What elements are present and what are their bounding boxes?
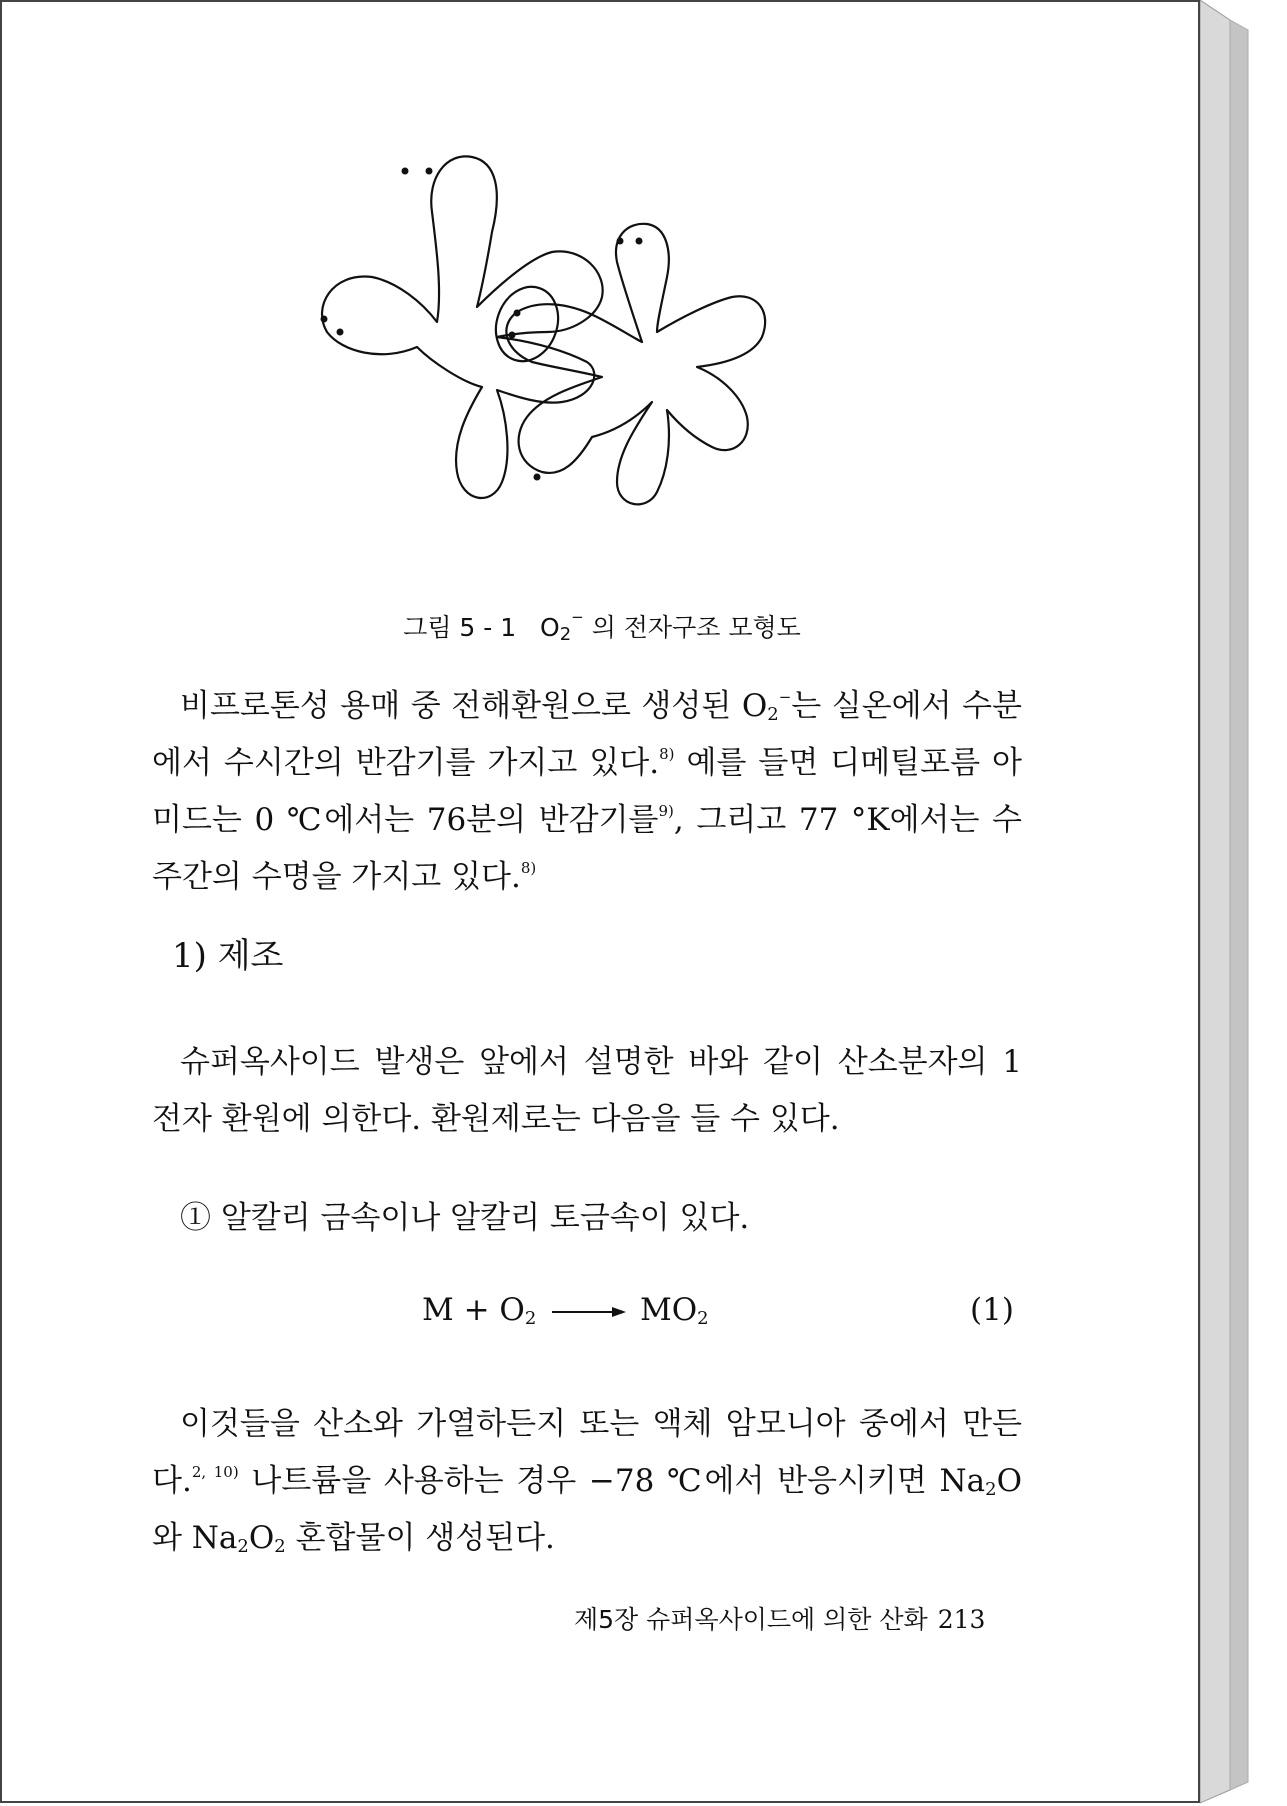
superscript: −: [778, 688, 792, 706]
section-heading: 1) 제조: [172, 936, 284, 976]
text-run: O와 Na: [152, 1463, 1022, 1556]
text-run: O: [248, 1520, 275, 1556]
subscript: 2: [985, 1479, 997, 1500]
reference-mark: 9): [658, 802, 674, 820]
reference-mark: 8): [520, 859, 537, 877]
text-run: 이것들을 산소와 가열하든지 또는 액체 암모니아 중에서 만든다.: [152, 1406, 1022, 1499]
chapter-title: 제5장 슈퍼옥사이드에 의한 산화: [574, 1605, 928, 1634]
subscript: 2: [697, 1308, 709, 1329]
subscript: 2: [767, 704, 779, 725]
page-footer: [574, 1600, 985, 1636]
reference-mark: 8): [659, 745, 675, 763]
subscript: 2: [237, 1536, 249, 1557]
caption-formula: O: [540, 613, 560, 642]
figure-caption: [2, 608, 1202, 644]
paragraph-reduction: 슈퍼옥사이드 발생은 앞에서 설명한 바와 같이 산소분자의 1 전자 환원에 의한다. 환원제로는 다음을 들 수 있다.: [152, 1044, 1022, 1137]
text-run: 는 실온에서 수분에서 수시간의 반감기를 가지고 있다.: [152, 688, 1022, 781]
paragraph-sodium: [152, 1396, 1022, 1567]
equation-lhs: M + O: [422, 1292, 525, 1328]
paragraph-superoxide-lifetime: [152, 678, 1022, 906]
text-run: 나트륨을 사용하는 경우 −78 ℃에서 반응시키면 Na: [238, 1463, 986, 1499]
subscript: 2: [524, 1308, 537, 1329]
text-run: 예를 들면 디메틸포름 아미드는 0 ℃에서는 76분의 반감기를: [152, 745, 1022, 838]
caption-superscript: −: [571, 608, 584, 626]
equation-number: (1): [970, 1292, 1014, 1328]
book-page-edge: [1200, 0, 1260, 1806]
overlap-bond-region: [486, 278, 568, 370]
orbital-model-right: [506, 224, 765, 505]
subscript: 2: [274, 1536, 286, 1557]
page-number: 213: [937, 1605, 986, 1634]
reference-mark: 2, 10): [191, 1463, 239, 1481]
text-run: , 그리고 77 °K에서는 수주간의 수명을 가지고 있다.: [152, 802, 1023, 895]
reaction-equation: [422, 1292, 709, 1328]
text-run: 비프로톤성 용매 중 전해환원으로 생성된 O: [180, 688, 768, 724]
text-run: 혼합물이 생성된다.: [285, 1520, 555, 1556]
caption-subscript: 2: [559, 624, 572, 645]
caption-text: 의 전자구조 모형도: [591, 613, 801, 642]
equation-rhs: MO: [640, 1292, 698, 1328]
orbital-model-left: [322, 156, 603, 498]
caption-label: 그림 5 - 1: [403, 613, 517, 642]
reaction-arrow-icon: [546, 1305, 630, 1319]
electron-dots: [321, 168, 643, 481]
list-item: ① 알칼리 금속이나 알칼리 토금속이 있다.: [180, 1200, 750, 1236]
superoxide-electron-structure-diagram: [302, 152, 902, 572]
